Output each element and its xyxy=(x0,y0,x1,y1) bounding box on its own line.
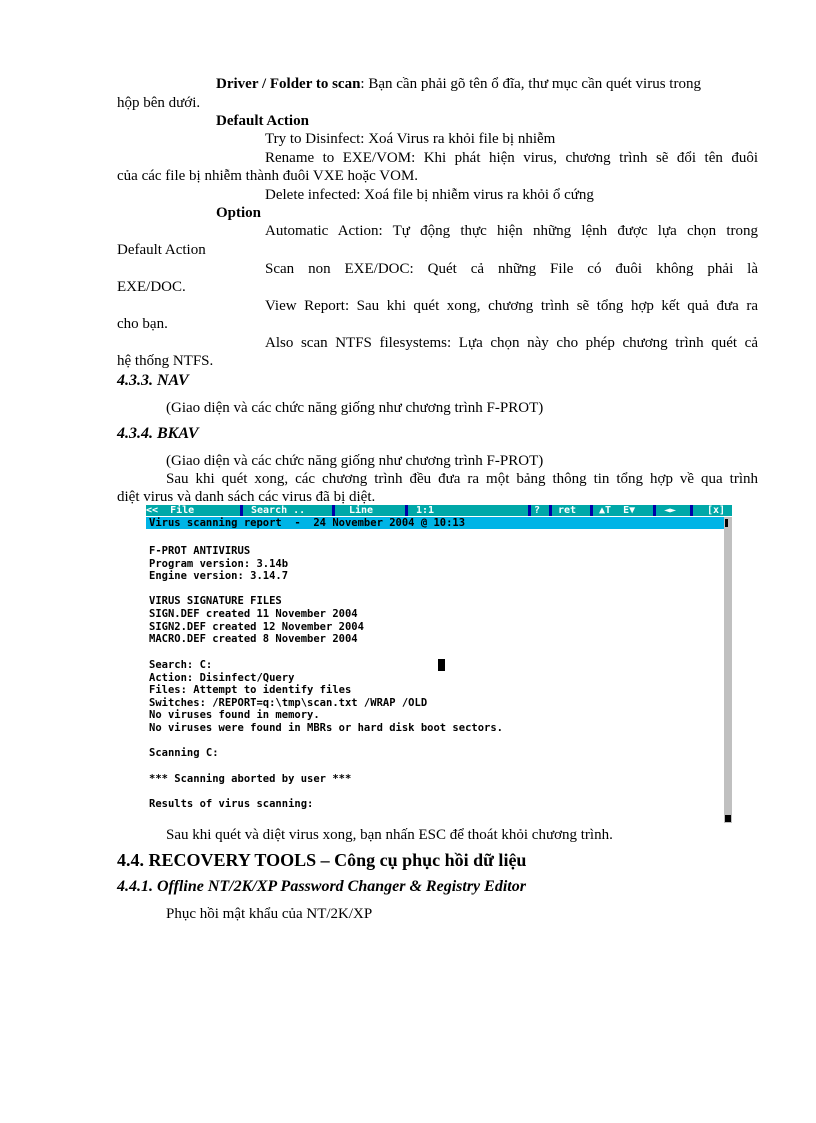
scan-line2: EXE/DOC. xyxy=(117,279,186,295)
menu-line[interactable]: Line xyxy=(335,505,405,516)
auto-line2: Default Action xyxy=(117,242,206,258)
ntfs-line1: Also scan NTFS filesystems: Lựa chọn này cho phép chương trình quét cả xyxy=(265,335,758,351)
rename-line2: của các file bị nhiễm thành đuôi VXE hoặc VOM. xyxy=(117,168,419,184)
driver-cont: hộp bên dưới. xyxy=(117,95,201,111)
terminal-line: Scanning C: xyxy=(149,747,219,759)
default-action-heading: Default Action xyxy=(216,113,309,129)
option-heading: Option xyxy=(216,205,262,221)
try-disinfect: Try to Disinfect: Xoá Virus ra khỏi file bị nhiễm xyxy=(265,131,556,147)
report-line1: View Report: Sau khi quét xong, chương trình sẽ tổng hợp kết quả đưa ra xyxy=(265,298,758,314)
terminal-line: Files: Attempt to identify files xyxy=(149,684,352,696)
terminal-line: SIGN2.DEF created 12 November 2004 xyxy=(149,620,364,633)
offline-text: Phục hồi mật khẩu của NT/2K/XP xyxy=(166,906,373,922)
terminal-line: No viruses found in memory. xyxy=(149,709,320,721)
menu-ret[interactable]: ret xyxy=(552,505,590,516)
terminal-line: Action: Disinfect/Query xyxy=(149,671,295,684)
bkav-after1: Sau khi quét xong, các chương trình đều đưa ra một bảng thông tin tổng hợp về qua trình xyxy=(166,471,758,487)
terminal-line: No viruses were found in MBRs or hard disk boot sectors. xyxy=(149,722,504,734)
terminal-line: VIRUS SIGNATURE FILES xyxy=(149,595,282,607)
terminal-line: Switches: /REPORT=q:\tmp\scan.txt /WRAP /OLD xyxy=(149,696,428,709)
menu-position: 1:1 xyxy=(408,505,528,516)
terminal-line: Engine version: 3.14.7 xyxy=(149,570,289,582)
bkav-after2: diệt virus và danh sách các virus đã bị diệt. xyxy=(117,489,376,505)
nav-text: (Giao diện và các chức năng giống như chương trình F-PROT) xyxy=(166,400,544,416)
terminal-line: SIGN.DEF created 11 November 2004 xyxy=(149,608,358,620)
terminal-line: F-PROT ANTIVIRUS xyxy=(149,545,251,557)
scroll-down-arrow-icon[interactable] xyxy=(725,815,731,822)
delete-infected: Delete infected: Xoá file bị nhiễm virus ra khỏi ổ cứng xyxy=(265,187,594,203)
terminal-line: Program version: 3.14b xyxy=(149,557,289,570)
menu-help[interactable]: ? xyxy=(531,505,549,516)
menu-top-end[interactable]: ▲T E▼ xyxy=(593,505,653,516)
driver-line xyxy=(216,75,758,93)
report-line2: cho bạn. xyxy=(117,316,168,332)
terminal-line: *** Scanning aborted by user *** xyxy=(149,773,352,785)
fprot-report-screenshot xyxy=(146,505,732,823)
driver-text: : Bạn cần phải gõ tên ổ đĩa, thư mục cần quét virus trong xyxy=(360,76,701,92)
offline-heading: 4.4.1. Offline NT/2K/XP Password Changer & Registry Editor xyxy=(117,878,526,895)
terminal-line: Search: C: xyxy=(149,659,213,671)
text-cursor xyxy=(438,659,445,671)
menu-file[interactable]: << File xyxy=(146,505,240,516)
scroll-thumb-icon[interactable] xyxy=(725,519,728,527)
rename-line1: Rename to EXE/VOM: Khi phát hiện virus, chương trình sẽ đổi tên đuôi xyxy=(265,150,758,166)
driver-label: Driver / Folder to scan xyxy=(216,76,361,92)
bkav-text: (Giao diện và các chức năng giống như chương trình F-PROT) xyxy=(166,453,544,469)
menu-close[interactable]: [x] xyxy=(693,505,732,516)
ntfs-line2: hệ thống NTFS. xyxy=(117,353,214,369)
auto-line1: Automatic Action: Tự động thực hiện những lệnh được lựa chọn trong xyxy=(265,223,758,239)
menu-arrows[interactable]: ◄► xyxy=(656,505,690,516)
terminal-line: Results of virus scanning: xyxy=(149,798,314,810)
bkav-heading: 4.3.4. BKAV xyxy=(117,425,199,442)
terminal-line: MACRO.DEF created 8 November 2004 xyxy=(149,633,358,645)
terminal-scrollbar[interactable] xyxy=(724,517,732,823)
recovery-heading: 4.4. RECOVERY TOOLS – Công cụ phục hồi dữ liệu xyxy=(117,850,527,870)
menu-search[interactable]: Search .. xyxy=(243,505,332,516)
esc-text: Sau khi quét và diệt virus xong, bạn nhấn ESC để thoát khỏi chương trình. xyxy=(166,827,613,843)
report-title: Virus scanning report - 24 November 2004 @ 10:13 xyxy=(146,517,727,529)
nav-heading: 4.3.3. NAV xyxy=(117,372,189,389)
scan-line1: Scan non EXE/DOC: Quét cả những File có đuôi không phải là xyxy=(265,261,758,277)
